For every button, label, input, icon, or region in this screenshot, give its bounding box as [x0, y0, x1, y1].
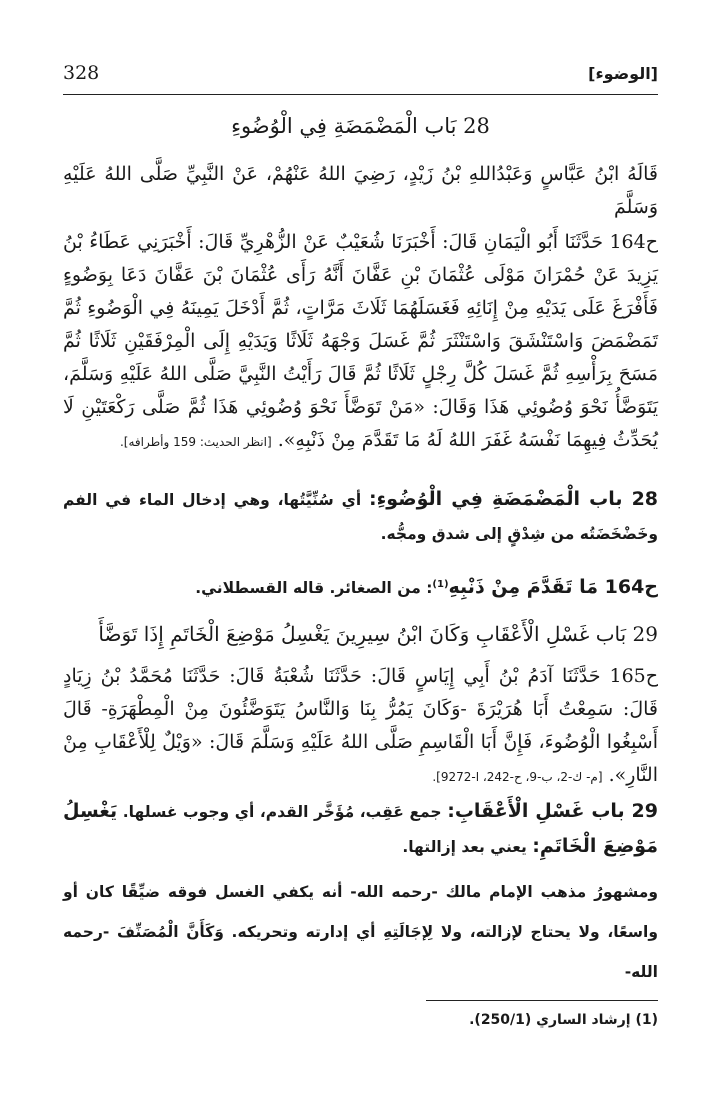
commentary-paragraph: ومشهورُ مذهب الإمام مالك -رحمه الله- أنه يكفي الغسل فوقه ضيِّقًا كان أو واسعًا، ولا يحتاج لإزالته، ولا لِإجَالَتِهِ أي إدارته وتحريكه. وَكَأَنَّ الْمُصَنِّفَ -رحمه الله- — [63, 883, 658, 981]
commentary-hadith-164 — [63, 568, 658, 605]
bab-28-title: 28 بَاب الْمَضْمَضَةِ فِي الْوُضُوءِ — [231, 114, 490, 138]
hadith-164-number: ح164 — [609, 231, 658, 253]
page-number: 328 — [63, 62, 100, 84]
bab-28-narration: قَالَهُ ابْنُ عَبَّاسٍ وَعَبْدُاللهِ بْنُ زَيْدٍ، رَضِيَ اللهُ عَنْهُمْ، عَنْ النَّبِيِّ صَلَّى اللهُ عَلَيْهِ وَسَلَّمَ — [63, 163, 658, 218]
hadith-164-text: حَدَّثَنَا أَبُو الْيَمَانِ قَالَ: أَخْبَرَنَا شُعَيْبٌ عَنْ الزُّهْرِيِّ قَالَ: أَخْبَرَنِي عَطَاءُ بْنُ يَزِيدَ عَنْ حُمْرَانَ مَوْلَى عُثْمَانَ بْنِ عَفَّانَ أَنَّهُ رَأَى عُثْمَانَ بْنَ عَفَّانَ دَعَا بِوَضُوءٍ فَأَفْرَغَ عَلَى يَدَيْهِ مِنْ إِنَائِهِ فَغَسَلَهُمَا ثَلَاثَ مَرَّاتٍ، ثُمَّ أَدْخَلَ يَمِينَهُ فِي الْوَضُوءِ ثُمَّ تَمَضْمَضَ وَاسْتَنْشَقَ وَاسْتَنْثَرَ ثُمَّ غَسَلَ وَجْهَهُ ثَلَاثًا وَيَدَيْهِ إِلَى الْمِرْفَقَيْنِ ثَلَاثًا ثُمَّ مَسَحَ بِرَأْسِهِ ثُمَّ غَسَلَ كُلَّ رِجْلٍ ثَلَاثًا ثُمَّ قَالَ رَأَيْتُ النَّبِيَّ صَلَّى اللهُ عَلَيْهِ وَسَلَّمَ، يَتَوَضَّأُ نَحْوَ وُضُوئِي هَذَا وَقَالَ: «مَنْ تَوَضَّأَ نَحْوَ وُضُوئِي هَذَا ثُمَّ صَلَّى رَكْعَتَيْنِ لَا يُحَدِّثُ فِيهِمَا نَفْسَهُ غَفَرَ اللهُ لَهُ مَا تَقَدَّمَ مِنْ ذَنْبِهِ». — [63, 231, 658, 451]
running-title: [الوضوء] — [588, 64, 658, 83]
commentary-hadith-164-text: : من الصغائر. قاله القسطلاني. — [195, 579, 433, 598]
commentary-bab-29-text: جمع عَقِب، مُؤَخَّر القدم، أي وجوب غسلها. — [122, 803, 442, 821]
hadith-165-number: ح165 — [609, 665, 659, 687]
commentary-bab-28-term: 28 باب الْمَضْمَضَةِ فِي الْوُضُوءِ: — [369, 488, 659, 510]
footnote-divider — [426, 1000, 658, 1001]
commentary-bab-29 — [63, 794, 658, 864]
hadith-164-reference: [انظر الحديث: 159 وأطرافه]. — [119, 435, 272, 449]
commentary-bab-29-term-2: يَغْسِلُ مَوْضِعَ الْخَاتَمِ: — [63, 800, 658, 857]
commentary-bab-28 — [63, 482, 658, 551]
hadith-165-text: حَدَّثَنَا آدَمُ بْنُ أَبِي إِيَاسٍ قَالَ: حَدَّثَنَا شُعْبَةُ قَالَ: حَدَّثَنَا مُحَمَّدُ بْنُ زِيَادٍ قَالَ: سَمِعْتُ أَبَا هُرَيْرَةَ -وَكَانَ يَمُرُّ بِنَا وَالنَّاسُ يَتَوَضَّئُونَ مِنْ الْمِطْهَرَةِ- قَالَ أَسْبِغُوا الْوُضُوءَ، فَإِنَّ أَبَا الْقَاسِمِ صَلَّى اللهُ عَلَيْهِ وَسَلَّمَ قَالَ: «وَيْلٌ لِلْأَعْقَابِ مِنْ النَّارِ». — [63, 665, 658, 786]
commentary-bab-29-term: 29 باب غَسْلِ الْأَعْقَابِ: — [447, 800, 658, 822]
commentary-bab-28-text: أي سُنِّيَّتُها، وهي إدخال الماء في الفم وخَضْخَضَتُه من شِدْقٍ إلى شدق ومجُّه. — [63, 491, 658, 543]
hadith-164 — [63, 226, 658, 459]
footnote-marker: (1) — [635, 1012, 658, 1028]
bab-29-title: 29 بَاب غَسْلِ الْأَعْقَابِ وَكَانَ ابْنُ سِيرِينَ يَغْسِلُ مَوْضِعَ الْخَاتَمِ إِذَا تَوَضَّأَ — [98, 622, 658, 646]
footnote — [469, 1012, 658, 1028]
hadith-165 — [63, 660, 658, 794]
commentary-bab-29-text-2: يعني بعد إزالتها. — [402, 838, 527, 856]
page-header — [63, 60, 658, 95]
commentary-hadith-164-term: ح164 مَا تَقَدَّمَ مِنْ ذَنْبِهِ — [448, 576, 658, 599]
footnote-text: إرشاد الساري (250/1). — [469, 1012, 631, 1028]
footnote-ref-1: (1) — [432, 579, 449, 590]
hadith-165-reference: [م- ك-2، ب-9، ح-242، ا-9272]. — [432, 770, 603, 784]
